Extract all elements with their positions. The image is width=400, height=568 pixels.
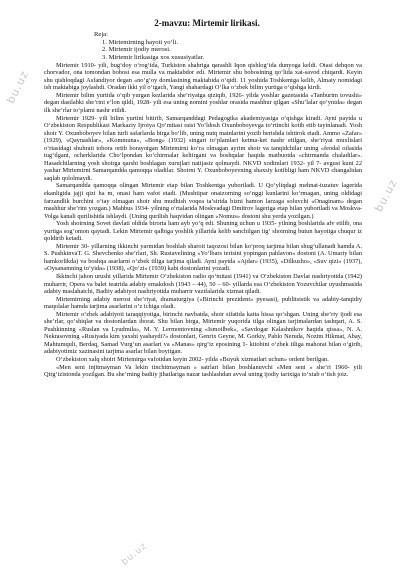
paragraph-men-seni: «Men seni injitmayman Va lekin tinchitmayman » satrlari bilan boshlanuvchi «Men seni » she’ri 1960- yili Qirg‘izistonda yozilgan. Bu she’rning badiiy jihatlariga nazar tashlashdan avval uning ijodiy tarixiga to‘xtab o‘tish joiz. bbox=[44, 363, 362, 379]
plan-heading: Reja: bbox=[94, 31, 108, 38]
watermark: bu.uz bbox=[120, 540, 150, 568]
paragraph-biography-early: Mirtemir 1910- yili, bug‘doy o‘rog‘ida, Turkiston shahriga qarashli Iqon qishlog‘ida dunyoga keldi. Otasi dehqon va chorvador, ona tomondan bobosi esa mulla va maktabdor edi. Mirtemir shu bobosining qo‘lida xat-savod chiqardi. Keyin shu qishloqdagi Asfandiyor degan «no‘g‘oy domlasining maktabida o‘qidi. 11 yoshida Toshkentga kelib, Almaiy nomidagi ish maktabiga joylashdi. Oradan ikki yil o‘tgach, Yangi shahardagi O‘lka o‘zbek bilim yurtiga o‘qishga kirdi. bbox=[44, 61, 362, 92]
paragraph-contribution: Mirtemir o‘zbek adabiyoti taraqqiyotiga, birinchi navbatda, shoir sifatida katta hissa qo‘shgan. Uning she’riy ijodi esa she’rlar, qo‘shiqlar va dostonlardan iborat. Shu bilan birga, Mirtemir yuqorida tilga olingan tarjimalardan tashqari, A. S. Pushkinning «Ruslan va Lyudmila», M. Y. Lermontovning «Ismoilbek», «Savdogar Kalashnikov haqida qissa», N. A. Nekrasovning «Rusiyada kim yaxshi yashaydi?» dostonlari, Genrix Geyne, M. Gorkiy, Pablo Neruda, Nozim Hikmat, Abay, Mahtumquli, Berdaq, Samad Vurg‘un asarlari va «Manas» qirg‘iz eposining 1- kitobini o‘zbek tiliga mahorat bilan o‘girib, adabiyotimiz xazinasini tarjima asarlar bilan boyitgan. bbox=[44, 310, 362, 356]
paragraph-translations: Mirtemir 30- yillarning ikkinchi yarmidan boshlab sharoit taqozosi bilan ko‘proq tarjima bilan shug‘ullanadi hamda A. S. PushkinvaT. G. Shevchenko she’rlari, Sh. Rustavelining «Yo‘lbars terisini yopingan pahlavon» dostoni (A. Umariy bilan hamkorlikda) va boshqa asarlarni o‘zbek tiliga tarjima qiladi. Ayni paytda «Ajdar» (1935), «Dilkusho», «Suv qizi» (1937), «Oysanamning to‘yida» (1938), «Qo‘zi» (1939) kabi dostonlarini yozadi. bbox=[44, 242, 362, 273]
document-body bbox=[44, 18, 362, 379]
paragraph-academy-arrest: Mirtemir 1929- yili bilim yurtini bitirib, Samarqanddagi Pedagogika akademiyasiga o‘qishga kiradi. Ayni paytda u O‘zbekiston Respublikasi Markaziy Ijroiya Qo‘mitasi raisi Yo‘ldosh Oxunboboyevga to‘rtinchi kotib etib tayinlanadi. Yosh shoir Y. Oxunboboyev bilan turli safarlarda birga bo‘lib, uning nutq matnlarini yozib berishda ishtirok etadi. Ammo «Zafar» (1929), «Qaynashlar», «Kommuna», «Bong» (1932) singari to‘plamlari ketma-ket nashr etilgan, she’riyat muxlislari o‘rtasidagi shuhrati tobora ortib borayotgan Mirtemirni ko‘ra olmagan ayrim shoir va tanqidchilar uning «feodal oilasida tug‘ilgani, ocherklarida Cho‘lpondan ko‘chirmalar keltirgani va boshqalar haqida matbuotda «chirmanda chaladilar». Hasadchilarning yosh shoirga qarshi boshlagan xurujlari natijasiz qolmaydi. NKVD xodimlari 1932- yil 7- avgust kuni 22 yashar Mirtemirni Samarqandda qamoqqa oladilar. Shoirni Y. Oxunboboyevning shaxsiy kotibligi ham NKVD changalidan saqlab qololmaydi. bbox=[44, 114, 362, 182]
paragraph-first-poems: Mirtemir bilim yurtida o‘qib yurgan kezlarida she’riyatga qiziqib, 1926- yilda yoshlar gazetasida «Tanburim tovushi» degan dastlabki she’rini e’lon qildi, 1928- yili esa uning nomini yoshlar orasida mashhur qilgan «Shu’lalar qo‘ynida» degan ilk she’rlar to‘plami nashr etildi. bbox=[44, 91, 362, 114]
watermark: bu.uz bbox=[372, 176, 400, 215]
plan-list bbox=[44, 39, 362, 62]
paragraph-prison: Samarqandda qamoqqa olingan Mirtemir etap bilan Toshkentga yuboriladi. U Qo‘yliqdagi mehnat-tuzatuv lagerida ekanligida jajji qizi ha m, onasi ham vafot etadi. (Mushtipar onaizorning so‘nggi kunlarini ko‘rmagan, uning oldidagi farzandlik burchini o‘tay olmagan shoir shu mudhish voqea ta’sirida bizni hamon larzaga soluvchi «Onaginam» degan mashhur she’rini yozgan.) Mahbus 1934- yilning o‘rtalarida Moskvadagi Dmitrov lageriga etap bilan yuboriladi va Moskva- Volga kanali qurilishida ishlaydi. (Uning qurilish haqvidan olingan «Nomus» dostoni shu yerda yozilgan.) bbox=[44, 182, 362, 220]
paragraph-legacy: Mirtemirning adabiy merosi she’riyat, dramaturgiya («Birinchi prezident» pyesasi), publitsistik va adabiy-tanqidiy maqolalar hamda tarjima asarlarini o‘z ichiga oladi. bbox=[44, 295, 362, 311]
paragraph-award: O‘zbekiston xalq shoiri Mirtemirga vafotidan keyin 2002- yilda «Buyuk xizmatlari uchun» ordeni berilgan. bbox=[56, 356, 329, 364]
watermark: bu.uz bbox=[4, 68, 32, 106]
plan-item: 2. Mirtemir ijodiy merosi. bbox=[102, 46, 171, 54]
plan-item: 3. Mirtemir lirikasiga xos xususiyatlar. bbox=[102, 54, 205, 61]
paragraph-release: Yosh shoirning Sovet davlati oldida birorta ham ayb yo‘q edi. Shuning uchun u 1935- yilning boshlarida afv etilib, ona yurtiga sog‘omon qaytadi. Lekin Mirtemir qalbiga yoshlik yillarida kelib sanchilgan tig‘ shoirning butun hayotiga chuqur iz qoldirib ketadi. bbox=[44, 220, 362, 243]
plan-item: 1. Mirtemirning hayoti yo‘li. bbox=[102, 38, 179, 46]
page-title: 2-mavzu: Mirtemir lirikasi. bbox=[154, 18, 260, 28]
paragraph-war-years: Ikkinchi jahon urushi yillarida Mirtemir O‘zbekiston radio qo‘mitasi (1941) va O‘zbekiston Davlat nashriyotida (1942) muharrir, Opera va balet teatrida adabiy emakdosh (1943 – 44), 50 – 60- yillarda esa O‘zbekiston Yozuvchilar uyushmasida adabiy maslahatchi, Badiiy adabiyot nashriyotida muharrir vazifalarida xizmat qiladi. bbox=[44, 273, 362, 296]
